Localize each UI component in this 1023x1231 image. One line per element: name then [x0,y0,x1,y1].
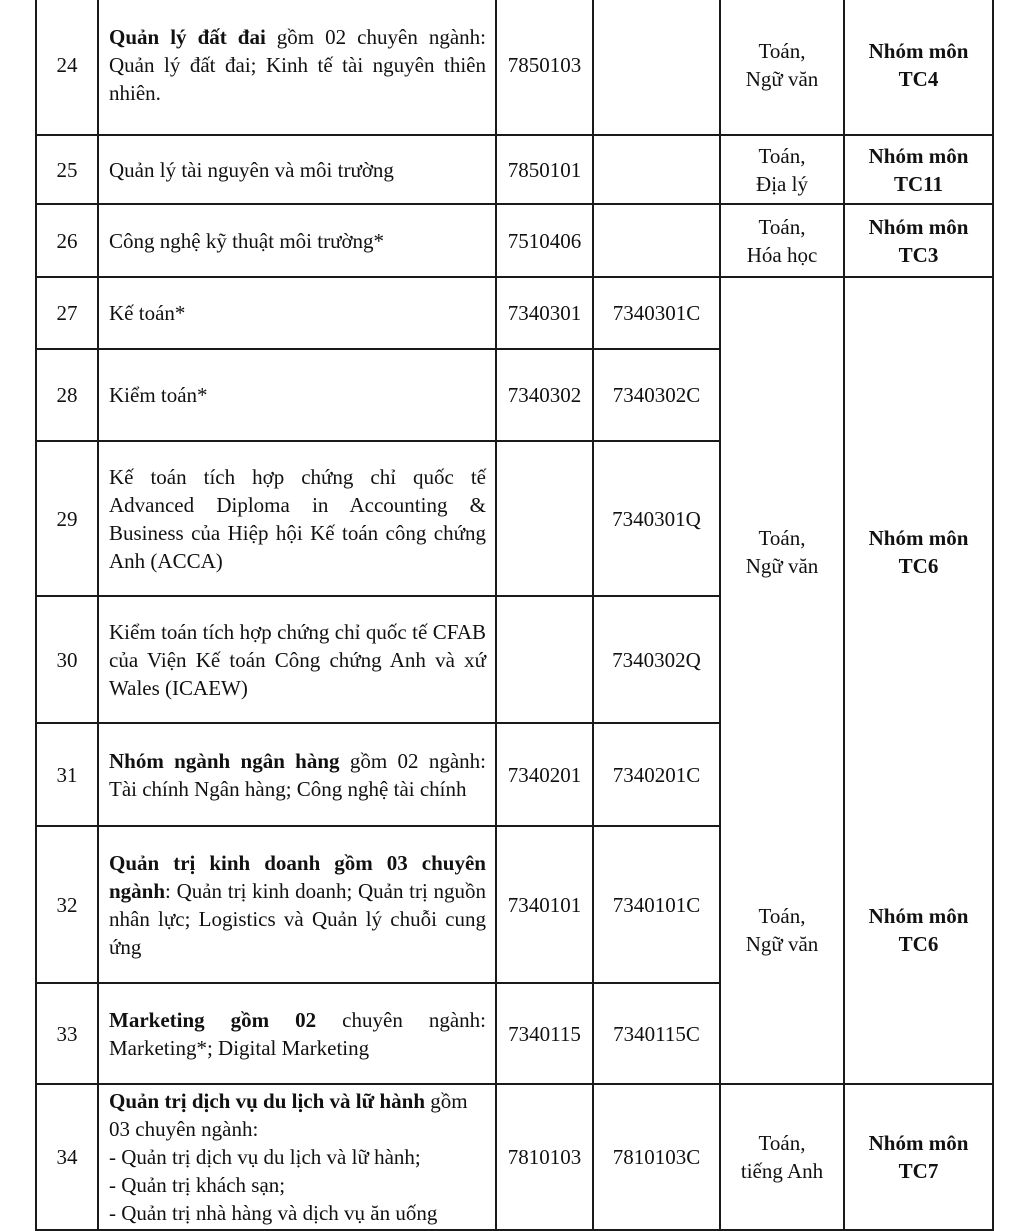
table-row [36,0,993,135]
major-name: Kế toán* [98,277,496,349]
subject-group [844,135,993,204]
subject-line-1: Toán, [758,903,806,928]
row-number: 30 [36,596,98,723]
group-line-1: Nhóm môn [868,143,969,168]
major-name: Công nghệ kỹ thuật môi trường* [98,204,496,277]
subject-combination [720,1084,844,1230]
major-name: Kế toán tích hợp chứng chỉ quốc tế Advanced Diploma in Accounting & Business của Hiệp hội Kế toán công chứng Anh (ACCA) [98,441,496,596]
major-code: 7510406 [496,204,593,277]
major-code: 7850101 [496,135,593,204]
row-number: 24 [36,0,98,135]
subject-group [844,204,993,277]
table-row [36,826,993,983]
major-code-secondary: 7340301C [593,277,720,349]
major-name [98,826,496,983]
major-name-bold: Marketing gồm 02 [109,1007,317,1032]
list-item: - Quản trị khách sạn; [109,1173,286,1197]
row-number: 25 [36,135,98,204]
subject-line-2: Ngữ văn [745,931,819,956]
major-name-bold: Nhóm ngành ngân hàng [109,748,340,773]
major-name-rest: gồm 03 chuyên ngành: [109,1089,468,1141]
major-name-rest: gồm 02 ngành: Tài chính Ngân hàng; Công nghệ tài chính [109,748,486,801]
major-code: 7850103 [496,0,593,135]
subject-line-1: Toán, [758,214,806,239]
major-name-bold: Quản trị kinh doanh gồm 03 chuyên ngành [109,850,486,903]
major-code-secondary [593,135,720,204]
subject-combination [720,204,844,277]
list-item: - Quản trị nhà hàng và dịch vụ ăn uống [109,1201,438,1225]
subject-line-1: Toán, [758,1131,806,1155]
subject-group-merged [844,826,993,1084]
row-number: 29 [36,441,98,596]
major-name [98,983,496,1084]
table-row [36,1084,993,1230]
subject-line-1: Toán, [758,526,806,550]
major-name-bold: Quản lý đất đai [109,25,266,49]
major-name-rest: chuyên ngành: Marketing*; Digital Marketing [109,1007,486,1060]
major-name [98,1084,496,1230]
subject-combination-merged [720,277,844,826]
subject-line-2: Ngữ văn [745,67,819,91]
major-code-secondary: 7340302C [593,349,720,441]
major-code: 7340301 [496,277,593,349]
group-line-1: Nhóm môn [868,39,969,63]
row-number: 28 [36,349,98,441]
major-code-secondary: 7340302Q [593,596,720,723]
subject-group [844,1084,993,1230]
subject-line-1: Toán, [758,39,806,63]
subject-combination [720,0,844,135]
subject-group-merged [844,277,993,826]
group-line-2: TC6 [898,554,939,578]
group-line-1: Nhóm môn [868,1131,969,1155]
major-code: 7340201 [496,723,593,826]
list-item: - Quản trị dịch vụ du lịch và lữ hành; [109,1145,421,1169]
major-name [98,0,496,135]
subject-combination [720,135,844,204]
group-line-2: TC3 [898,242,939,267]
subject-line-2: Địa lý [756,171,808,196]
major-name: Kiểm toán tích hợp chứng chỉ quốc tế CFAB của Viện Kế toán Công chứng Anh và xứ Wales (ICAEW) [98,596,496,723]
row-number: 31 [36,723,98,826]
subject-combination-merged [720,826,844,1084]
major-code-secondary: 7340101C [593,826,720,983]
row-number: 33 [36,983,98,1084]
group-line-1: Nhóm môn [868,214,969,239]
table-row [36,135,993,204]
major-name-rest: gồm 02 chuyên ngành: Quản lý đất đai; Kinh tế tài nguyên thiên nhiên. [109,25,486,105]
row-number: 26 [36,204,98,277]
major-code-secondary [593,0,720,135]
admissions-table [35,0,994,1231]
major-name-bold: Quản trị dịch vụ du lịch và lữ hành [109,1089,426,1113]
major-code [496,596,593,723]
row-number: 34 [36,1084,98,1230]
table-row [36,204,993,277]
group-line-2: TC4 [898,67,939,91]
group-line-1: Nhóm môn [868,903,969,928]
major-code-secondary [593,204,720,277]
table-row [36,277,993,349]
major-code-secondary: 7340301Q [593,441,720,596]
subject-line-1: Toán, [758,143,806,168]
row-number: 32 [36,826,98,983]
subject-line-2: tiếng Anh [740,1159,824,1183]
major-code-secondary: 7810103C [593,1084,720,1230]
major-code: 7340101 [496,826,593,983]
major-code: 7810103 [496,1084,593,1230]
major-code: 7340115 [496,983,593,1084]
group-line-2: TC11 [893,171,943,196]
major-name: Quản lý tài nguyên và môi trường [98,135,496,204]
major-code [496,441,593,596]
major-code-secondary: 7340201C [593,723,720,826]
subject-line-2: Ngữ văn [745,554,819,578]
major-name-rest: : Quản trị kinh doanh; Quản trị nguồn nhân lực; Logistics và Quản lý chuỗi cung ứng [109,878,486,959]
major-name: Kiểm toán* [98,349,496,441]
group-line-2: TC7 [898,1159,939,1183]
major-code: 7340302 [496,349,593,441]
subject-line-2: Hóa học [746,242,818,267]
subject-group [844,0,993,135]
group-line-1: Nhóm môn [868,526,969,550]
group-line-2: TC6 [898,931,939,956]
row-number: 27 [36,277,98,349]
major-name [98,723,496,826]
major-code-secondary: 7340115C [593,983,720,1084]
